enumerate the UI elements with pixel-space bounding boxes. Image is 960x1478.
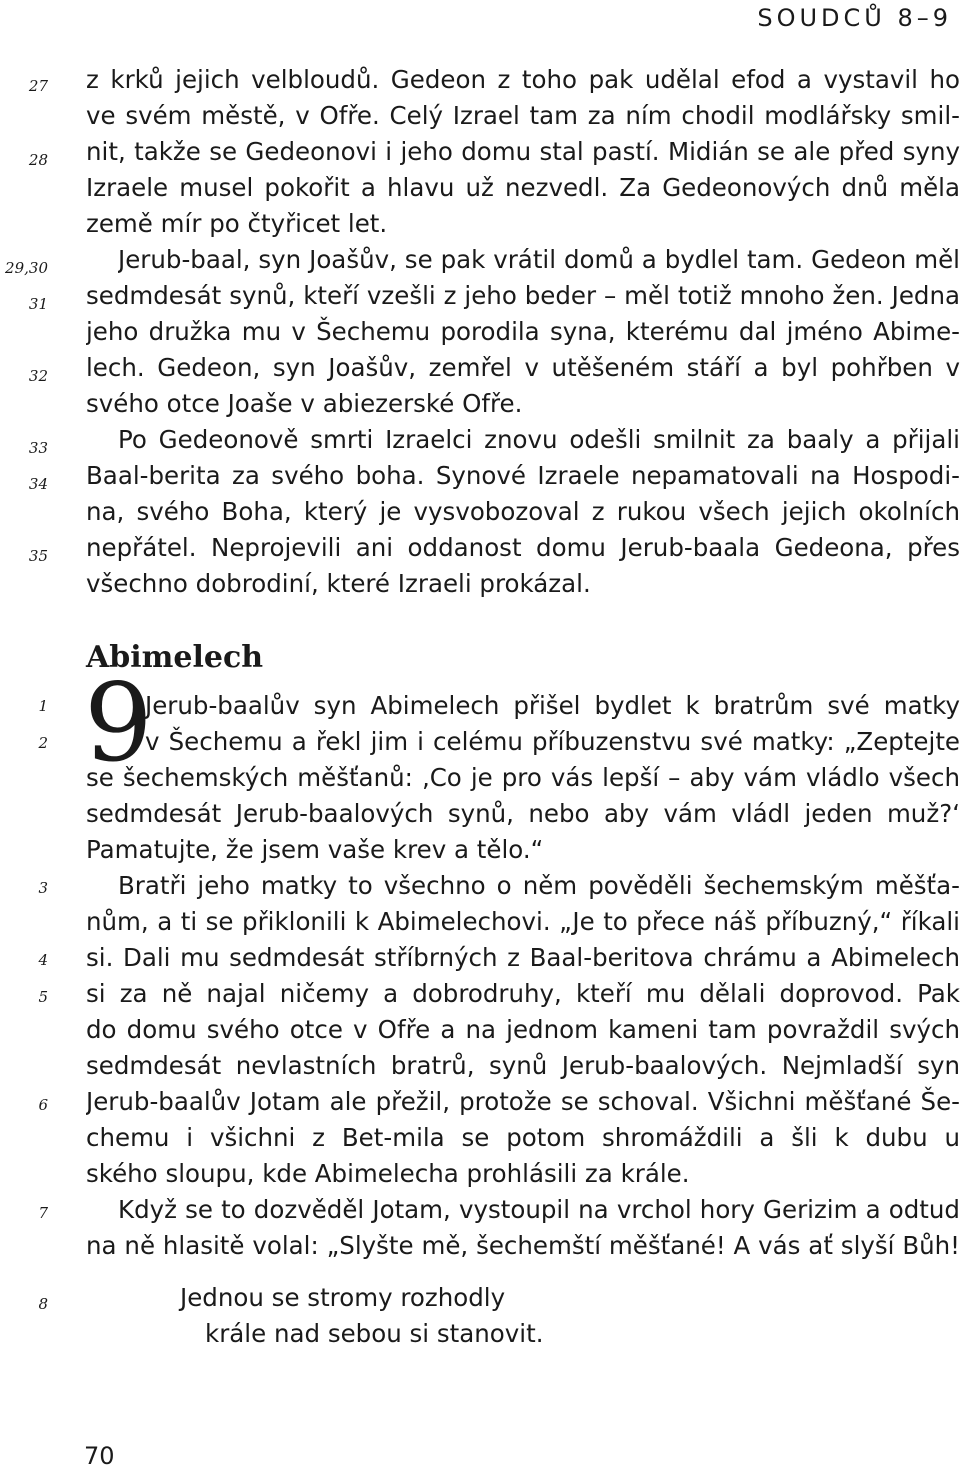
text-line: sedmdesát nevlastních bratrů, synů Jerub-baalových. Nejmladší syn [86, 1051, 960, 1080]
text-line: Jerub-baal, syn Joašův, se pak vrátil domů a bydlel tam. Gedeon měl [118, 245, 960, 274]
verse-number: 35 [28, 547, 48, 565]
text-line: Jerub-baalův syn Abimelech přišel bydlet k bratrům své matky [145, 691, 960, 720]
text-line: sedmdesát Jerub-baalových synů, nebo aby vám vládl jeden muž?‘ [86, 799, 960, 828]
text-line: lech. Gedeon, syn Joašův, zemřel v utěšeném stáří a byl pohřben v [86, 353, 960, 382]
text-line: ve svém městě, v Ofře. Celý Izrael tam za ním chodil modlářsky smil- [86, 101, 960, 130]
text-line: chemu i všichni z Bet-mila se potom shromáždili a šli k dubu u [86, 1123, 960, 1152]
text-line: si. Dali mu sedmdesát stříbrných z Baal-beritova chrámu a Abimelech [86, 943, 960, 972]
text-line: svého otce Joaše v abiezerské Ofře. [86, 389, 523, 418]
text-line: všechno dobrodiní, které Izraeli prokázal. [86, 569, 591, 598]
verse-number: 27 [28, 77, 48, 95]
text-line: se šechemských měšťanů: ‚Co je pro vás lepší – aby vám vládlo všech [86, 763, 960, 792]
running-head: SOUDCŮ 8–9 [757, 4, 952, 32]
page-number: 70 [84, 1442, 115, 1470]
verse-number: 8 [38, 1295, 48, 1313]
text-line: Když se to dozvěděl Jotam, vystoupil na vrchol hory Gerizim a odtud [118, 1195, 960, 1224]
section-heading: Abimelech [86, 640, 264, 675]
text-line: Izraele musel pokořit a hlavu už nezvedl. Za Gedeonových dnů měla [86, 173, 960, 202]
text-line: Po Gedeonově smrti Izraelci znovu odešli smilnit za baaly a přijali [118, 425, 960, 454]
text-line: na, svého Boha, který je vysvobozoval z rukou všech jejich okolních [86, 497, 960, 526]
text-line: Pamatujte, že jsem vaše krev a tělo.“ [86, 835, 544, 864]
text-line: nepřátel. Neprojevili ani oddanost domu Jerub-baala Gedeona, přes [86, 533, 960, 562]
text-line: z krků jejich velbloudů. Gedeon z toho pak udělal efod a vystavil ho [86, 65, 960, 94]
chapter-drop-cap: 9 [84, 661, 153, 786]
text-line: v Šechemu a řekl jim i celému příbuzenstvu své matky: „Zeptejte [145, 727, 960, 756]
text-line: na ně hlasitě volal: „Slyšte mě, šechemští měšťané! A vás ať slyší Bůh! [86, 1231, 960, 1260]
text-line: jeho družka mu v Šechemu porodila syna, kterému dal jméno Abime- [86, 317, 960, 346]
text-line: ského sloupu, kde Abimelecha prohlásili za krále. [86, 1159, 690, 1188]
text-line: si za ně najal ničemy a dobrodruhy, kteří mu dělali doprovod. Pak [86, 979, 960, 1008]
verse-number: 34 [28, 475, 48, 493]
verse-number: 28 [28, 151, 48, 169]
verse-number: 4 [38, 951, 48, 969]
verse-number: 33 [28, 439, 48, 457]
verse-number: 3 [38, 879, 48, 897]
text-line: do domu svého otce v Ofře a na jednom kameni tam povraždil svých [86, 1015, 960, 1044]
text-line: sedmdesát synů, kteří vzešli z jeho beder – měl totiž mnoho žen. Jedna [86, 281, 960, 310]
verse-number: 7 [38, 1204, 48, 1222]
text-line: nům, a ti se přiklonili k Abimelechovi. „Je to přece náš příbuzný,“ říkali [86, 907, 960, 936]
text-line: Bratři jeho matky to všechno o něm pověděli šechemským měšťa- [118, 871, 960, 900]
verse-number: 6 [38, 1096, 48, 1114]
text-line: země mír po čtyřicet let. [86, 209, 388, 238]
verse-number: 2 [38, 734, 48, 752]
verse-number: 5 [38, 988, 48, 1006]
text-line: Jednou se stromy rozhodly [180, 1283, 506, 1312]
text-line: Jerub-baalův Jotam ale přežil, protože se schoval. Všichni měšťané Še- [86, 1087, 960, 1116]
text-line: nit, takže se Gedeonovi i jeho domu stal pastí. Midián se ale před syny [86, 137, 960, 166]
verse-number: 32 [28, 367, 48, 385]
verse-number: 29,30 [5, 259, 48, 277]
verse-number: 1 [38, 697, 48, 715]
text-line: Baal-berita za svého boha. Synové Izraele nepamatovali na Hospodi- [86, 461, 960, 490]
text-line: krále nad sebou si stanovit. [205, 1319, 544, 1348]
verse-number: 31 [28, 295, 48, 313]
